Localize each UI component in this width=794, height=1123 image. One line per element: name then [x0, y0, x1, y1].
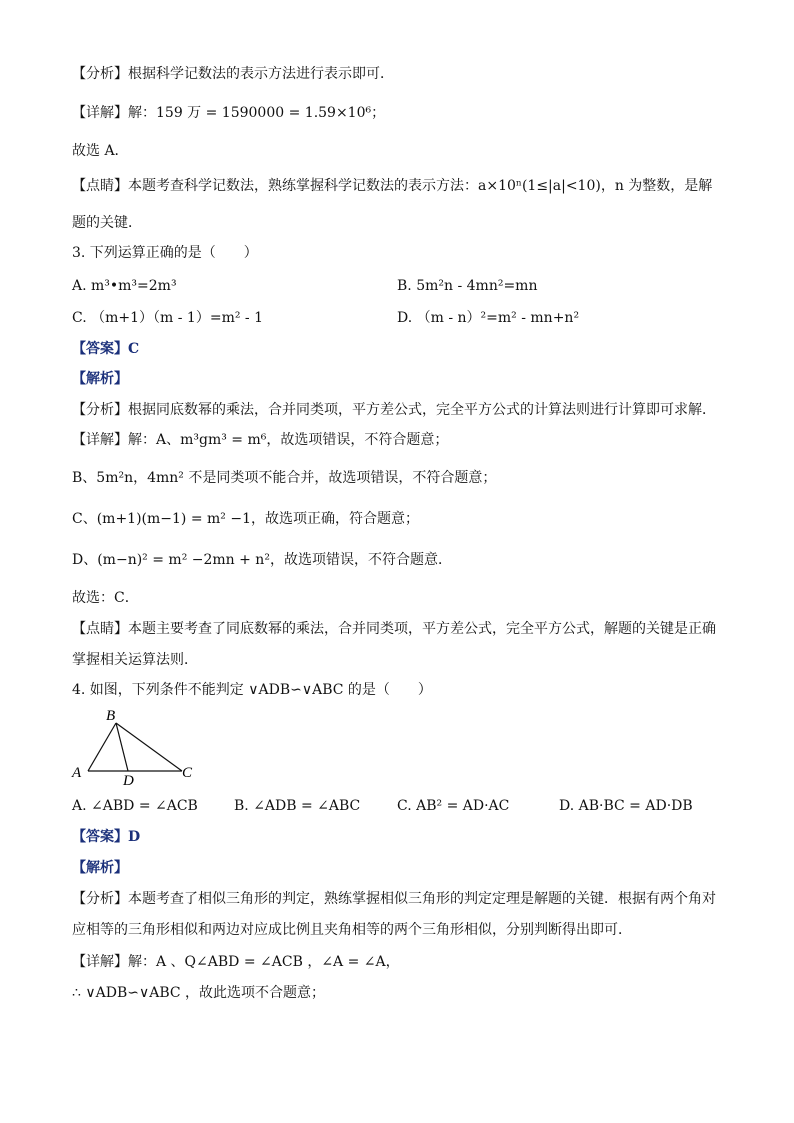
choice-line-q2: 故选 A．	[72, 143, 129, 159]
analysis-line-q4-2: 应相等的三角形相似和两边对应成比例且夹角相等的两个三角形相似，分别判断得出即可．	[72, 922, 632, 938]
label-b: B	[106, 708, 116, 724]
detail-line-q3-a: 【详解】解：A、m³gm³ = m⁶，故选项错误，不符合题意；	[72, 432, 449, 448]
comment-line-q2-2: 题的关键．	[72, 215, 142, 231]
q3-option-b: B. 5m²n - 4mn²=mn	[397, 278, 538, 294]
q3-option-c: C. （m+1）（m - 1）=m² - 1	[72, 310, 263, 326]
label-c: C	[182, 765, 193, 781]
answer-label-q3: 【答案】C	[72, 341, 140, 357]
analysis-label-q3: 【解析】	[72, 371, 128, 387]
q4-option-a: A. ∠ABD = ∠ACB	[72, 798, 198, 814]
detail-line-q4-a: 【详解】解：A 、Q∠ABD = ∠ACB ，∠A = ∠A，	[72, 954, 400, 970]
analysis-label-q4: 【解析】	[72, 860, 128, 876]
comment-line-q2-1: 【点睛】本题考查科学记数法，熟练掌握科学记数法的表示方法：a×10ⁿ(1≤|a|<10)，n 为整数，是解	[72, 178, 713, 194]
detail-line-q3-d: D、(m−n)² = m² −2mn + n²，故选项错误，不符合题意．	[72, 552, 452, 568]
analysis-line-q3: 【分析】根据同底数幂的乘法，合并同类项，平方差公式，完全平方公式的计算法则进行计算即可求解．	[72, 402, 716, 418]
segment-ab	[88, 723, 116, 771]
analysis-line-q2: 【分析】根据科学记数法的表示方法进行表示即可．	[72, 66, 394, 82]
question-4-title: 4. 如图，下列条件不能判定 ∨ADB∽∨ABC 的是（ ）	[72, 682, 432, 698]
question-3-title: 3. 下列运算正确的是（ ）	[72, 245, 258, 261]
q3-option-d: D. （m - n）²=m² - mn+n²	[397, 310, 580, 326]
comment-line-q3-1: 【点睛】本题主要考查了同底数幂的乘法，合并同类项，平方差公式，完全平方公式，解题的关键是正确	[72, 621, 716, 637]
detail-line-q3-c: C、(m+1)(m−1) = m² −1，故选项正确，符合题意；	[72, 511, 419, 527]
q3-option-a: A. m³•m³=2m³	[72, 278, 177, 294]
detail-line-q2: 【详解】解：159 万 = 1590000 = 1.59×10⁶；	[72, 105, 386, 121]
q4-option-b: B. ∠ADB = ∠ABC	[234, 798, 361, 814]
label-a: A	[72, 765, 82, 781]
analysis-line-q4-1: 【分析】本题考查了相似三角形的判定，熟练掌握相似三角形的判定定理是解题的关键．根据有两个角对	[72, 891, 716, 907]
q4-option-c: C. AB² = AD·AC	[397, 798, 510, 814]
triangle-figure	[68, 705, 208, 789]
choice-line-q3: 故选：C．	[72, 590, 139, 606]
comment-line-q3-2: 掌握相关运算法则．	[72, 652, 198, 668]
detail-line-q4-b: ∴ ∨ADB∽∨ABC ，故此选项不合题意；	[72, 985, 326, 1001]
answer-label-q4: 【答案】D	[72, 829, 141, 845]
detail-line-q3-b: B、5m²n，4mn² 不是同类项不能合并，故选项错误，不符合题意；	[72, 470, 497, 486]
label-d: D	[123, 773, 134, 789]
q4-option-d: D. AB·BC = AD·DB	[559, 798, 693, 814]
